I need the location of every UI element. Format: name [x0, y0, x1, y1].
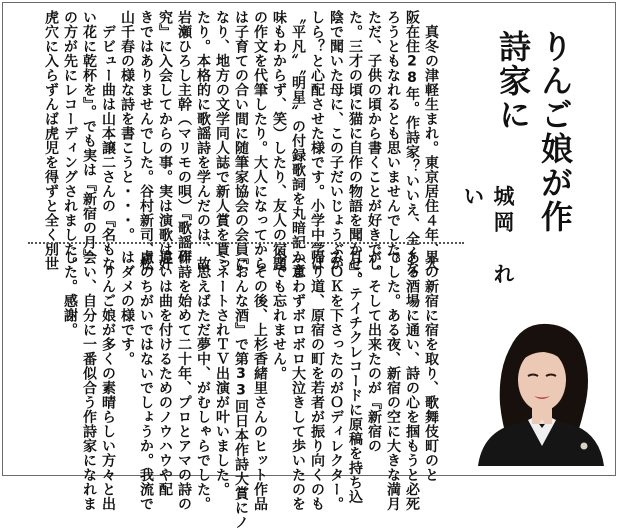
section-divider [28, 242, 464, 244]
brooch-shape [581, 443, 588, 450]
article-body-upper: 真冬の津軽生まれ。東京居住４年、大 阪在住28年。作詩家？いいえ、全くな ろうともなれるとも思いませんでした。 ただ、子供の頃から書くことが好きでし た。三才の頃に猫に自作の物語を聞かせ、 陰で聞いた母に、この子だいじょうぶか しら？と心配させた様です。小学中学は 〝平凡〟〝明星〟の付録歌詞を丸暗記（意 味もわからず、笑）したり、友人の宿題 の作文を代筆したり。大人になってから は子育ての合い間に随筆家協会の会員に なり、地方の文学同人誌で新人賞を貰っ たり。本格的に歌謡詩を学んだのは、故 岩瀬ひろし主幹（マリモの唄）『歌謡研 究』に入会してからの事。実は演歌は好 きではありませんでした。谷村新司、松 山千春の様な詩を書こうと・・・。 デビュー曲は山本譲二さんの『名もな い花に乾杯を』。でも実は『新宿の月』 の方が先にレコーディングされました。 虎穴に入らずんば虎児を得ずと全く別世 [43, 10, 439, 286]
portrait-illustration [472, 318, 608, 466]
article-body-lower: 界の新宿に宿を取り、歌舞伎町のと ある酒場に通い、詩の心を掴もうと必死 でした。ある夜、新宿の空に大きな満月 が。そして出来たのが『新宿の 月』。テイチクレコードに原稿を持ち込 みＯＫを下さったのがＯディレクター。 帰り道、原宿の町を若者が振り向くのも かまわずボロボロ大泣きして歩いたのを 今でも忘れません。 その後、上杉香緒里さんのヒット作品 『おんな酒』で第33回日本作詩大賞にノ ミネートされＴＶ出演が叶いました。 思えばただ夢中、がむしゃらでした。 作詩を始めて二十年、プロとアマの詩の 違いは曲を付けるためのノウハウや配 慮のちがいではないでしょうか。我流で はダメの様です。 りんご娘が多くの素晴らしい方々と出 会い、自分に一番似合う作詩家になれま した。感謝。 [62, 250, 439, 530]
article-title: りんご娘が作詩家に [494, 30, 574, 234]
author-portrait-photo [472, 318, 608, 466]
face-shape [518, 349, 566, 411]
necklace-bead [540, 420, 544, 424]
author-name: 城岡 れい [461, 185, 516, 289]
